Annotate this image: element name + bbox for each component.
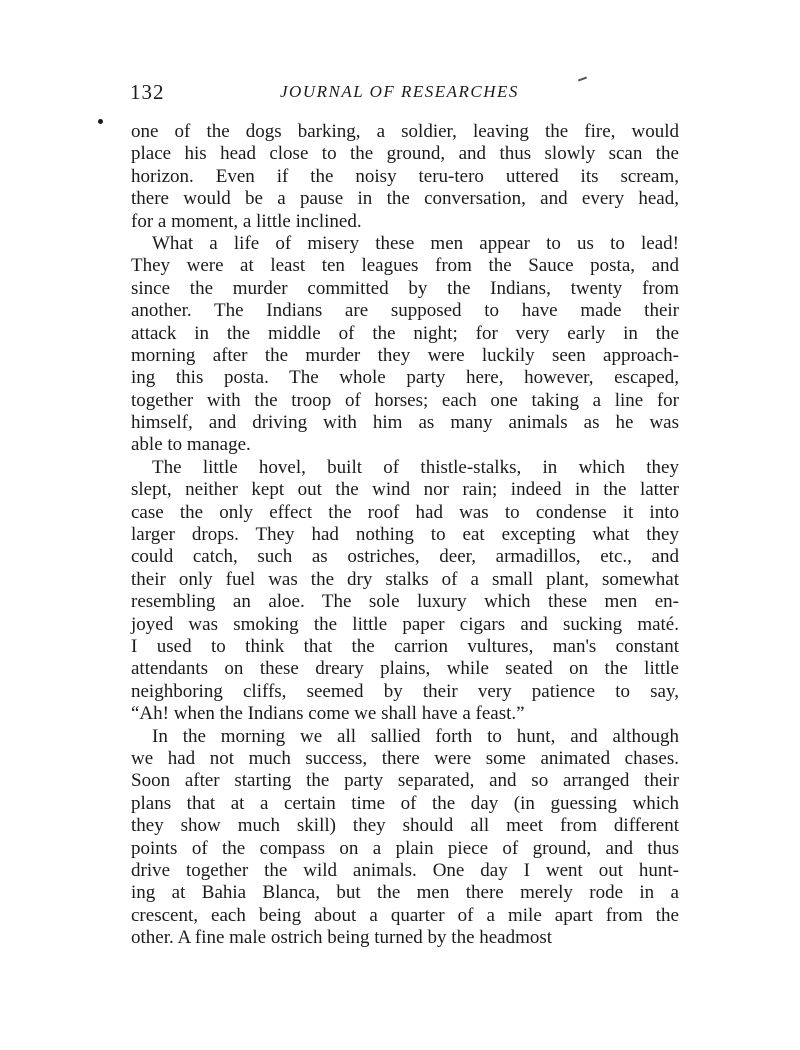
text-line: together with the troop of horses; each one taking a line for — [131, 389, 679, 411]
text-line: What a life of misery these men appear to us to lead! — [152, 232, 679, 254]
text-line: ing this posta. The whole party here, however, escaped, — [131, 367, 679, 389]
text-line: I used to think that the carrion vultures, man's constant — [131, 635, 679, 657]
paragraph — [131, 121, 679, 233]
paragraph — [131, 726, 679, 950]
text-line: slept, neither kept out the wind nor rain; indeed in the latter — [131, 479, 679, 501]
body-text — [131, 121, 679, 949]
paragraph — [131, 457, 679, 726]
text-line: case the only effect the roof had was to condense it into — [131, 501, 679, 523]
text-line: neighboring cliffs, seemed by their very patience to say, — [131, 680, 679, 702]
text-line: In the morning we all sallied forth to hunt, and although — [152, 725, 679, 747]
text-line: ing at Bahia Blanca, but the men there merely rode in a — [131, 882, 679, 904]
text-line: horizon. Even if the noisy teru-tero uttered its scream, — [131, 165, 679, 187]
text-line: one of the dogs barking, a soldier, leaving the fire, would — [131, 121, 679, 142]
text-line: since the murder committed by the Indians, twenty from — [131, 277, 679, 299]
page-number: 132 — [130, 80, 165, 104]
text-line: They were at least ten leagues from the Sauce posta, and — [131, 255, 679, 277]
text-line: able to manage. — [131, 434, 251, 456]
text-line: plans that at a certain time of the day (in guessing which — [131, 792, 679, 814]
text-line: “Ah! when the Indians come we shall have a feast.” — [131, 703, 525, 725]
running-head — [130, 80, 678, 110]
text-line: another. The Indians are supposed to have made their — [131, 300, 679, 322]
text-line: crescent, each being about a quarter of a mile apart from the — [131, 904, 679, 926]
margin-dot — [98, 119, 103, 124]
text-line: their only fuel was the dry stalks of a small plant, somewhat — [131, 568, 679, 590]
text-line: they show much skill) they should all meet from different — [131, 815, 679, 837]
text-line: drive together the wild animals. One day I went out hunt- — [131, 859, 679, 881]
text-line: joyed was smoking the little paper cigars and sucking maté. — [131, 613, 679, 635]
paragraph — [131, 233, 679, 457]
text-line: himself, and driving with him as many animals as he was — [131, 412, 679, 434]
text-line: we had not much success, there were some animated chases. — [131, 747, 679, 769]
text-line: larger drops. They had nothing to eat excepting what they — [131, 524, 679, 546]
text-line: morning after the murder they were luckily seen approach- — [131, 344, 679, 366]
text-line: attendants on these dreary plains, while seated on the little — [131, 658, 679, 680]
text-line: Soon after starting the party separated, and so arranged their — [131, 770, 679, 792]
text-line: resembling an aloe. The sole luxury which these men en- — [131, 591, 679, 613]
running-title: JOURNAL OF RESEARCHES — [280, 82, 519, 101]
text-line: for a moment, a little inclined. — [131, 210, 362, 232]
text-line: could catch, such as ostriches, deer, armadillos, etc., and — [131, 546, 679, 568]
text-line: points of the compass on a plain piece of ground, and thus — [131, 837, 679, 859]
text-line: attack in the middle of the night; for very early in the — [131, 322, 679, 344]
text-line: place his head close to the ground, and thus slowly scan the — [131, 143, 679, 165]
text-line: other. A fine male ostrich being turned by the headmost — [131, 927, 553, 949]
text-line: The little hovel, built of thistle-stalks, in which they — [152, 456, 679, 478]
text-line: there would be a pause in the conversation, and every head, — [131, 188, 679, 210]
